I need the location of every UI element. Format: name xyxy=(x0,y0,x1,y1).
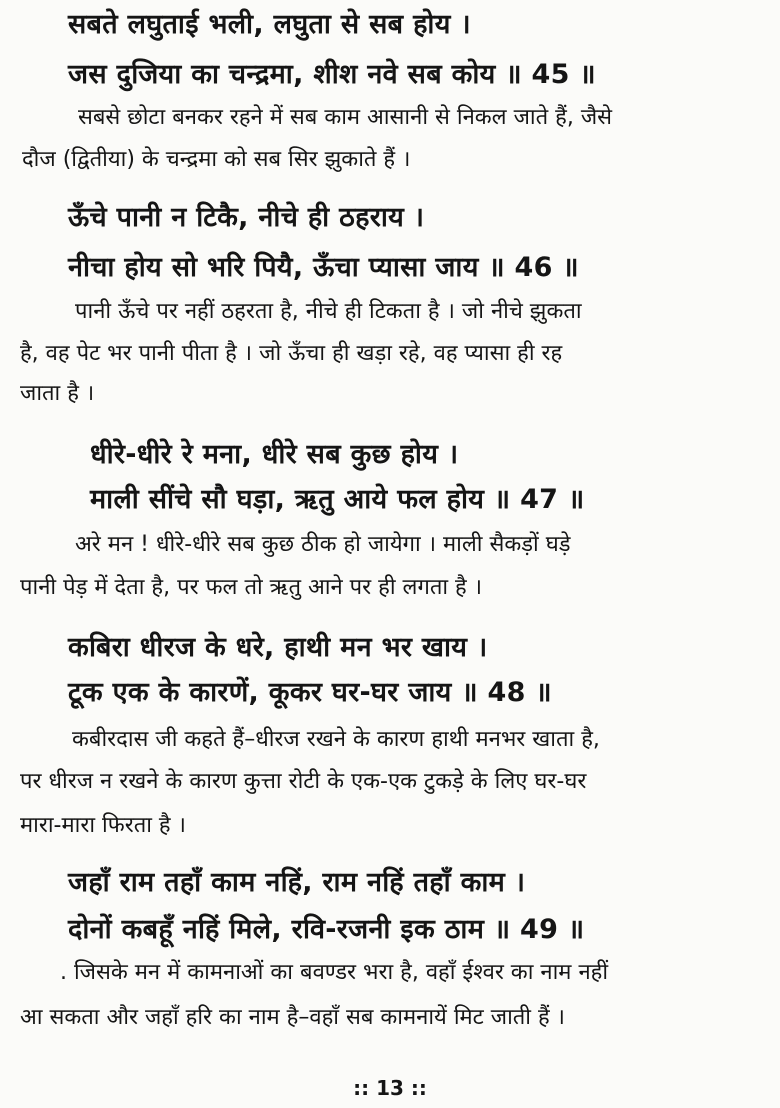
verse-line-2 xyxy=(68,673,552,713)
verse-text: जस दुजिया का चन्द्रमा, शीश नवे सब कोय xyxy=(68,59,496,90)
verse-number: ॥ 48 ॥ xyxy=(461,677,552,708)
verse-line-1: ऊँचे पानी न टिकै, नीचे ही ठहराय । xyxy=(68,202,425,233)
meaning-line: पानी पेड़ में देता है, पर फल तो ऋतु आने पर ही लगता है । xyxy=(20,575,483,600)
meaning-line: . जिसके मन में कामनाओं का बवण्डर भरा है, वहाँ ईश्वर का नाम नहीं xyxy=(60,960,609,985)
meaning-line: है, वह पेट भर पानी पीता है । जो ऊँचा ही खड़ा रहे, वह प्यासा ही रह xyxy=(20,341,563,366)
verse-line-1: जहाँ राम तहाँ काम नहिं, राम नहिं तहाँ काम । xyxy=(68,867,526,898)
verse-number: ॥ 47 ॥ xyxy=(493,484,585,515)
meaning-line: कबीरदास जी कहते हैं–धीरज रखने के कारण हाथी मनभर खाता है, xyxy=(72,727,600,752)
verse-line-1: सबते लघुताई भली, लघुता से सब होय । xyxy=(68,9,471,40)
meaning-line: पानी ऊँचे पर नहीं ठहरता है, नीचे ही टिकता है । जो नीचे झुकता xyxy=(75,299,582,324)
meaning-line: अरे मन ! धीरे-धीरे सब कुछ ठीक हो जायेगा । माली सैकड़ों घड़े xyxy=(75,532,571,557)
verse-line-2 xyxy=(90,480,584,520)
meaning-line: जाता है । xyxy=(20,381,95,406)
page-number: :: 13 :: xyxy=(353,1076,427,1100)
meaning-line: सबसे छोटा बनकर रहने में सब काम आसानी से निकल जाते हैं, जैसे xyxy=(78,105,613,130)
meaning-line: पर धीरज न रखने के कारण कुत्ता रोटी के एक-एक टुकड़े के लिए घर-घर xyxy=(20,769,587,794)
meaning-line: दौज (द्वितीया) के चन्द्रमा को सब सिर झुकाते हैं । xyxy=(22,147,411,172)
verse-line-2 xyxy=(68,248,579,288)
verse-number: ॥ 45 ॥ xyxy=(505,59,596,90)
meaning-line: आ सकता और जहाँ हरि का नाम है–वहाँ सब कामनायें मिट जाती हैं । xyxy=(20,1005,566,1030)
verse-number: ॥ 46 ॥ xyxy=(488,252,579,283)
verse-text: माली सींचे सौ घड़ा, ऋतु आये फल होय xyxy=(90,484,485,515)
verse-text: दोनों कबहूँ नहिं मिले, रवि-रजनी इक ठाम xyxy=(68,914,485,945)
meaning-line: मारा-मारा फिरता है । xyxy=(20,813,186,838)
verse-text: नीचा होय सो भरि पियै, ऊँचा प्यासा जाय xyxy=(68,252,479,283)
verse-line-1: धीरे-धीरे रे मना, धीरे सब कुछ होय । xyxy=(90,439,459,470)
verse-number: ॥ 49 ॥ xyxy=(493,914,585,945)
verse-text: टूक एक के कारणें, कूकर घर-घर जाय xyxy=(68,677,452,708)
verse-line-2 xyxy=(68,55,596,95)
verse-line-1: कबिरा धीरज के धरे, हाथी मन भर खाय । xyxy=(68,632,488,663)
verse-line-2 xyxy=(68,910,584,950)
